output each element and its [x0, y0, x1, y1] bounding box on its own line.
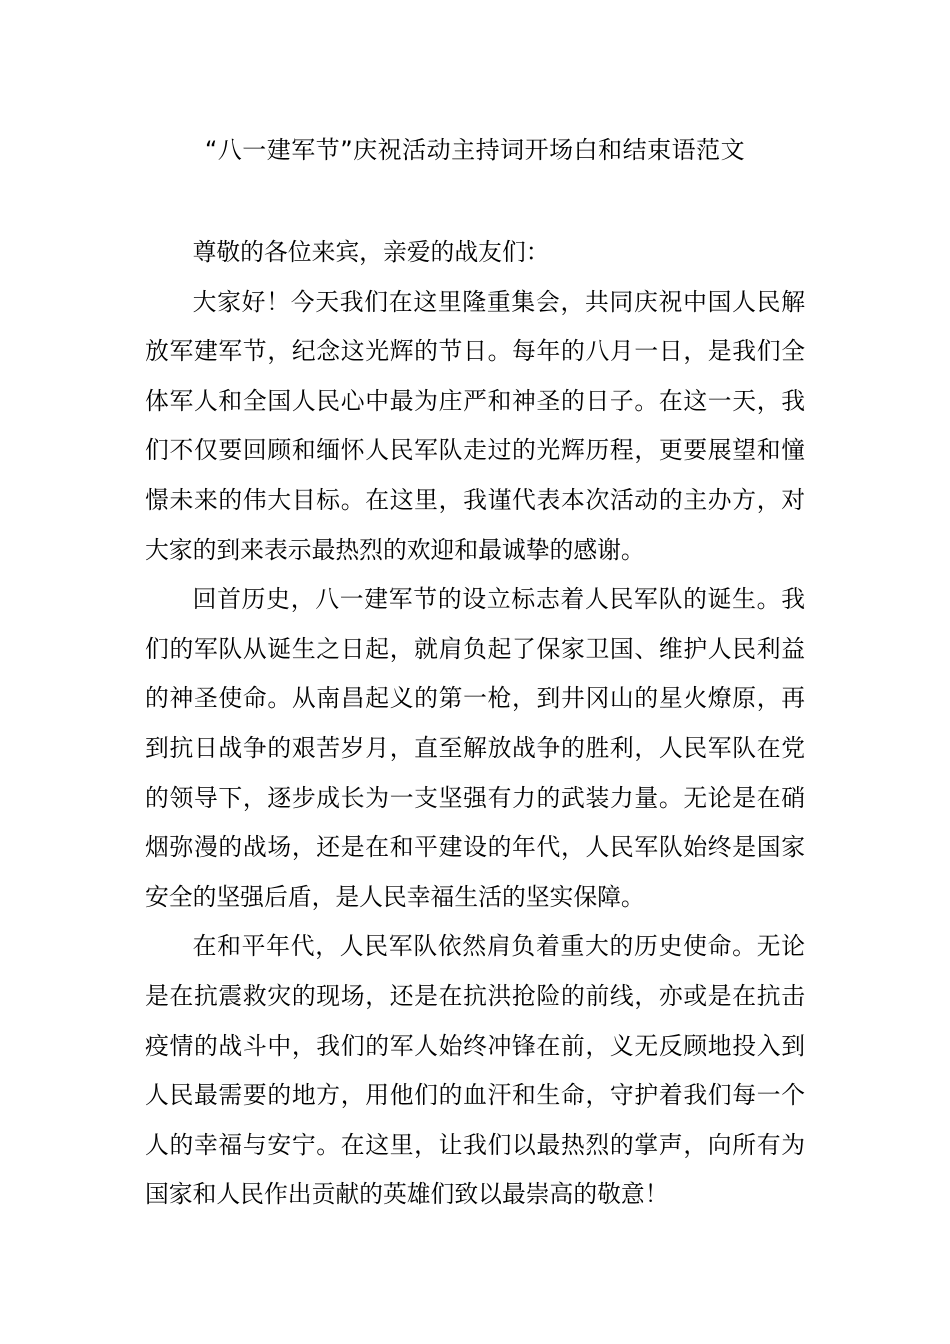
document-title: “八一建军节”庆祝活动主持词开场白和结束语范文 — [204, 136, 746, 164]
paragraph-history: 回首历史，八一建军节的设立标志着人民军队的诞生。我们的军队从诞生之日起，就肩负起了保家卫国、维护人民利益的神圣使命。从南昌起义的第一枪，到井冈山的星火燎原，再到抗日战争的艰苦岁月，直至解放战争的胜利，人民军队在党的领导下，逐步成长为一支坚强有力的武装力量。无论是在硝烟弥漫的战场，还是在和平建设的年代，人民军队始终是国家安全的坚强后盾，是人民幸福生活的坚实保障。 — [145, 585, 805, 911]
document-body — [145, 228, 805, 1220]
salutation: 尊敬的各位来宾，亲爱的战友们： — [192, 238, 550, 266]
paragraph-peacetime: 在和平年代，人民军队依然肩负着重大的历史使命。无论是在抗震救灾的现场，还是在抗洪抢险的前线，亦或是在抗击疫情的战斗中，我们的军人始终冲锋在前，义无反顾地投入到人民最需要的地方，用他们的血汗和生命，守护着我们每一个人的幸福与安宁。在这里，让我们以最热烈的掌声，向所有为国家和人民作出贡献的英雄们致以最崇高的敬意！ — [145, 932, 805, 1209]
paragraph-opening: 大家好！今天我们在这里隆重集会，共同庆祝中国人民解放军建军节，纪念这光辉的节日。每年的八月一日，是我们全体军人和全国人民心中最为庄严和神圣的日子。在这一天，我们不仅要回顾和缅怀人民军队走过的光辉历程，更要展望和憧憬未来的伟大目标。在这里，我谨代表本次活动的主办方，对大家的到来表示最热烈的欢迎和最诚挚的感谢。 — [145, 287, 805, 564]
